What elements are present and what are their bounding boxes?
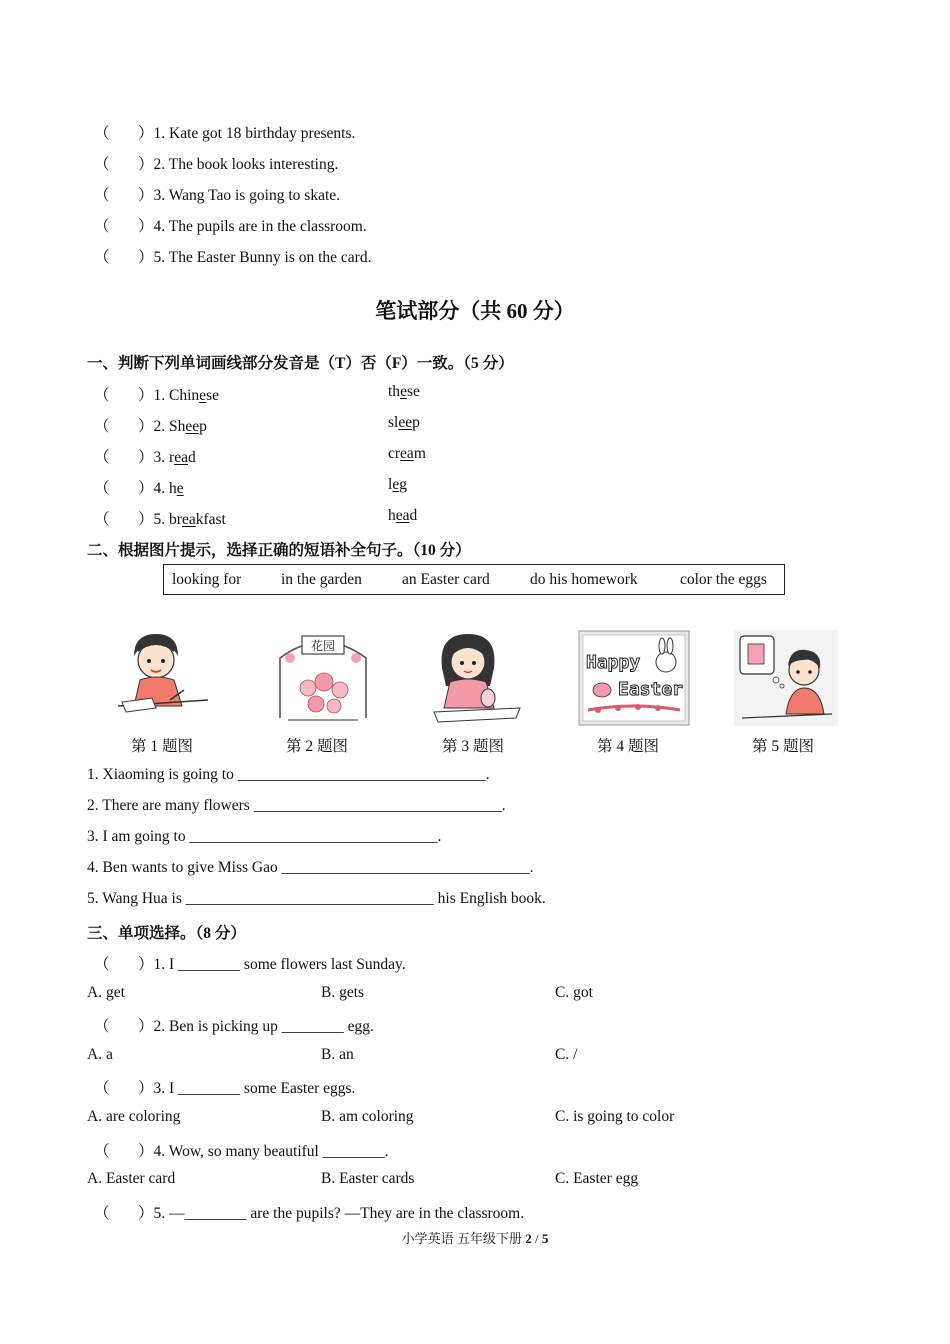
choice-option[interactable]: A. a <box>87 1046 113 1063</box>
fill-in-sentence[interactable]: 4. Ben wants to give Miss Gao ________________________________. <box>87 859 534 876</box>
phrase-box <box>163 564 785 595</box>
picture-caption: 第 5 题图 <box>752 738 815 755</box>
footer-page-total: 5 <box>541 1231 549 1246</box>
listening-item: ）2. The book looks interesting. <box>138 156 339 173</box>
picture-3-girl-coloring <box>424 628 534 728</box>
choice-question: ）2. Ben is picking up ________ egg. <box>138 1018 374 1035</box>
answer-paren[interactable]: （ <box>94 249 110 266</box>
section1-heading: 一、判断下列单词画线部分发音是（T）否（F）一致。（5 分） <box>87 355 514 372</box>
phrase-option: an Easter card <box>402 571 490 588</box>
picture-caption: 第 4 题图 <box>597 738 660 755</box>
answer-paren[interactable]: （ <box>94 1080 110 1097</box>
fill-in-sentence[interactable]: 5. Wang Hua is ________________________________ his English book. <box>87 890 546 907</box>
phrase-option: do his homework <box>530 571 638 588</box>
picture-caption: 第 2 题图 <box>286 738 349 755</box>
picture-2-garden <box>268 628 378 728</box>
choice-option[interactable]: A. get <box>87 984 125 1001</box>
picture-4-easter-card <box>578 630 690 726</box>
answer-paren[interactable]: （ <box>94 1018 110 1035</box>
pronunciation-item: ）1. Chinese <box>138 387 219 404</box>
choice-option[interactable]: A. are coloring <box>87 1108 181 1125</box>
answer-paren[interactable]: （ <box>94 187 110 204</box>
answer-paren[interactable]: （ <box>94 449 110 466</box>
card-easter-text: Easter <box>618 679 684 700</box>
compare-word: these <box>388 383 420 400</box>
picture-caption: 第 1 题图 <box>131 738 194 755</box>
choice-option[interactable]: B. am coloring <box>321 1108 414 1125</box>
footer-page-number: 2 <box>525 1231 532 1246</box>
footer-separator: / <box>534 1231 539 1246</box>
compare-word: head <box>388 507 418 524</box>
pronunciation-item: ）5. breakfast <box>138 511 226 528</box>
section3-heading: 三、单项选择。（8 分） <box>87 925 246 942</box>
answer-paren[interactable]: （ <box>94 387 110 404</box>
listening-item: ）1. Kate got 18 birthday presents. <box>138 125 356 142</box>
choice-option[interactable]: B. an <box>321 1046 354 1063</box>
answer-paren[interactable]: （ <box>94 125 110 142</box>
answer-paren[interactable]: （ <box>94 956 110 973</box>
picture-1-boy-homework <box>112 628 222 728</box>
choice-option[interactable]: C. is going to color <box>555 1108 675 1125</box>
phrase-option: in the garden <box>281 571 362 588</box>
garden-sign-text: 花园 <box>310 639 336 653</box>
fill-in-sentence[interactable]: 2. There are many flowers ________________________________. <box>87 797 506 814</box>
card-happy-text: Happy <box>586 652 641 673</box>
compare-word: leg <box>388 476 407 493</box>
picture-5-boy-looking <box>734 630 838 726</box>
answer-paren[interactable]: （ <box>94 218 110 235</box>
answer-paren[interactable]: （ <box>94 156 110 173</box>
answer-paren[interactable]: （ <box>94 1143 110 1160</box>
answer-paren[interactable]: （ <box>94 480 110 497</box>
page-footer <box>0 1228 950 1247</box>
listening-item: ）5. The Easter Bunny is on the card. <box>138 249 372 266</box>
compare-word: sleep <box>388 414 420 431</box>
choice-question: ）3. I ________ some Easter eggs. <box>138 1080 356 1097</box>
choice-question: ）4. Wow, so many beautiful ________. <box>138 1143 389 1160</box>
picture-caption: 第 3 题图 <box>442 738 505 755</box>
choice-option[interactable]: C. Easter egg <box>555 1170 639 1187</box>
answer-paren[interactable]: （ <box>94 418 110 435</box>
phrase-option: color the eggs <box>680 571 767 588</box>
choice-question: ）1. I ________ some flowers last Sunday. <box>138 956 406 973</box>
compare-word: cream <box>388 445 426 462</box>
choice-option[interactable]: C. got <box>555 984 593 1001</box>
fill-in-sentence[interactable]: 3. I am going to ________________________________. <box>87 828 442 845</box>
choice-option[interactable]: C. / <box>555 1046 578 1063</box>
footer-label: 小学英语 五年级下册 <box>401 1231 522 1246</box>
answer-paren[interactable]: （ <box>94 511 110 528</box>
listening-item: ）4. The pupils are in the classroom. <box>138 218 367 235</box>
pronunciation-item: ）4. he <box>138 480 184 497</box>
pronunciation-item: ）3. read <box>138 449 196 466</box>
fill-in-sentence[interactable]: 1. Xiaoming is going to ________________________________. <box>87 766 490 783</box>
listening-item: ）3. Wang Tao is going to skate. <box>138 187 341 204</box>
choice-option[interactable]: B. gets <box>321 984 365 1001</box>
section2-heading: 二、根据图片提示，选择正确的短语补全句子。（10 分） <box>87 542 471 559</box>
phrase-option: looking for <box>172 571 242 588</box>
pronunciation-item: ）2. Sheep <box>138 418 207 435</box>
choice-option[interactable]: B. Easter cards <box>321 1170 415 1187</box>
written-part-title: 笔试部分（共 60 分） <box>375 299 575 323</box>
answer-paren[interactable]: （ <box>94 1205 110 1222</box>
choice-option[interactable]: A. Easter card <box>87 1170 176 1187</box>
choice-question: ）5. —________ are the pupils? —They are in the classroom. <box>138 1205 525 1222</box>
